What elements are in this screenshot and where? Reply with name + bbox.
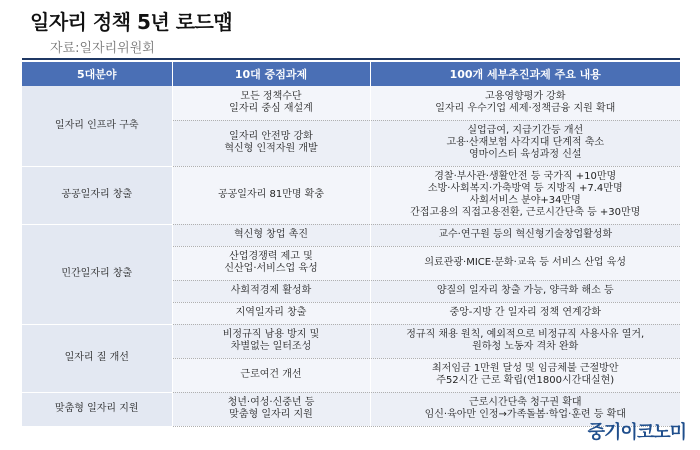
- task-cell: [172, 246, 370, 280]
- detail-cell: [370, 246, 680, 280]
- task-cell: [172, 120, 370, 166]
- task-line: 일자리 안전망 강화: [229, 131, 313, 142]
- task-line: 사회적경제 활성화: [230, 285, 312, 296]
- detail-cell: [370, 302, 680, 324]
- detail-cell: [370, 224, 680, 246]
- table-row: [22, 166, 680, 224]
- task-cell: [172, 392, 370, 426]
- detail-line: 경찰·부사관·생활안전 등 국가직 +10만명: [434, 171, 617, 182]
- area-cell: 일자리 인프라 구축: [22, 86, 172, 166]
- task-line: 혁신형 창업 촉진: [234, 229, 308, 240]
- detail-cell: [370, 324, 680, 358]
- task-cell: [172, 224, 370, 246]
- detail-line: 정규직 채용 원칙, 예외적으로 비정규직 사용사유 열거,: [406, 329, 645, 340]
- task-line: 지역일자리 창출: [235, 307, 307, 318]
- detail-line: 소방·사회복지·가축방역 등 지방직 +7.4만명: [427, 183, 623, 194]
- table-body: [22, 86, 680, 426]
- header-detail: 100개 세부추진과제 주요 내용: [370, 62, 680, 86]
- detail-line: 의료관광·MICE·문화·교육 등 서비스 산업 육성: [424, 257, 627, 268]
- task-line: 청년·여성·신중년 등: [227, 397, 315, 408]
- task-line: 산업경쟁력 제고 및: [229, 251, 313, 262]
- detail-cell: [370, 358, 680, 392]
- detail-cell: [370, 280, 680, 302]
- detail-line: 원하청 노동자 격차 완화: [472, 341, 579, 352]
- task-cell: [172, 280, 370, 302]
- area-cell: 일자리 질 개선: [22, 324, 172, 392]
- header-task: 10대 중점과제: [172, 62, 370, 86]
- detail-line: 고용영향평가 강화: [485, 90, 566, 102]
- detail-line: 사회서비스 분야+34만명: [469, 195, 581, 206]
- detail-cell: [370, 166, 680, 224]
- detail-line: 실업급여, 지급기간등 개선: [467, 125, 584, 136]
- task-cell: [172, 86, 370, 120]
- brand-logo: 중기이코노미: [587, 422, 686, 443]
- detail-line: 교수·연구원 등의 혁신형기술창업활성화: [438, 229, 613, 240]
- header-row: [22, 62, 680, 86]
- task-line: 공공일자리 81만명 확충: [217, 189, 325, 200]
- detail-line: 중앙-지방 간 일자리 정책 연계강화: [449, 307, 602, 318]
- source-caption: 자료:일자리위원회: [50, 41, 155, 56]
- task-line: 신산업·서비스업 육성: [224, 263, 318, 274]
- detail-cell: [370, 120, 680, 166]
- table-row: [22, 224, 680, 246]
- area-cell: 맞춤형 일자리 지원: [22, 392, 172, 426]
- area-cell: 민간일자리 창출: [22, 224, 172, 324]
- task-line: 혁신형 인적자원 개발: [224, 143, 318, 154]
- task-cell: [172, 302, 370, 324]
- detail-line: 임신·육아만 인정→가족돌봄·학업·훈련 등 확대: [424, 409, 626, 420]
- table-row: [22, 86, 680, 120]
- task-line: 맞춤형 일자리 지원: [229, 409, 313, 420]
- task-line: 일자리 중심 재설계: [229, 102, 313, 114]
- roadmap-table: [22, 62, 680, 427]
- title-divider: [22, 58, 680, 60]
- detail-line: 최저임금 1만원 달성 및 임금체불 근절방안: [432, 363, 619, 374]
- task-cell: [172, 166, 370, 224]
- detail-line: 고용·산재보험 사각지대 단계적 축소: [446, 137, 605, 148]
- task-cell: [172, 324, 370, 358]
- table-row: [22, 324, 680, 358]
- detail-line: 주52시간 근로 확립(연1800시간대실현): [436, 375, 615, 386]
- task-line: 모든 정책수단: [240, 90, 302, 102]
- task-line: 비정규직 남용 방지 및: [222, 329, 320, 340]
- detail-cell: [370, 86, 680, 120]
- detail-line: 양질의 일자리 창출 가능, 양극화 해소 등: [436, 285, 614, 296]
- task-line: 차별없는 일터조성: [230, 341, 312, 352]
- header-area: 5대분야: [22, 62, 172, 86]
- task-cell: [172, 358, 370, 392]
- table-row: [22, 392, 680, 426]
- task-line: 근로여건 개선: [240, 369, 302, 380]
- page-title: 일자리 정책 5년 로드맵: [30, 10, 233, 34]
- detail-line: 간접고용의 직접고용전환, 근로시간단축 등 +30만명: [410, 207, 641, 218]
- detail-line: 근로시간단축 청구권 확대: [468, 397, 582, 408]
- detail-line: 일자리 우수기업 세제·정책금융 지원 확대: [435, 102, 616, 114]
- detail-line: 영마이스터 육성과정 신설: [468, 149, 582, 160]
- area-cell: 공공일자리 창출: [22, 166, 172, 224]
